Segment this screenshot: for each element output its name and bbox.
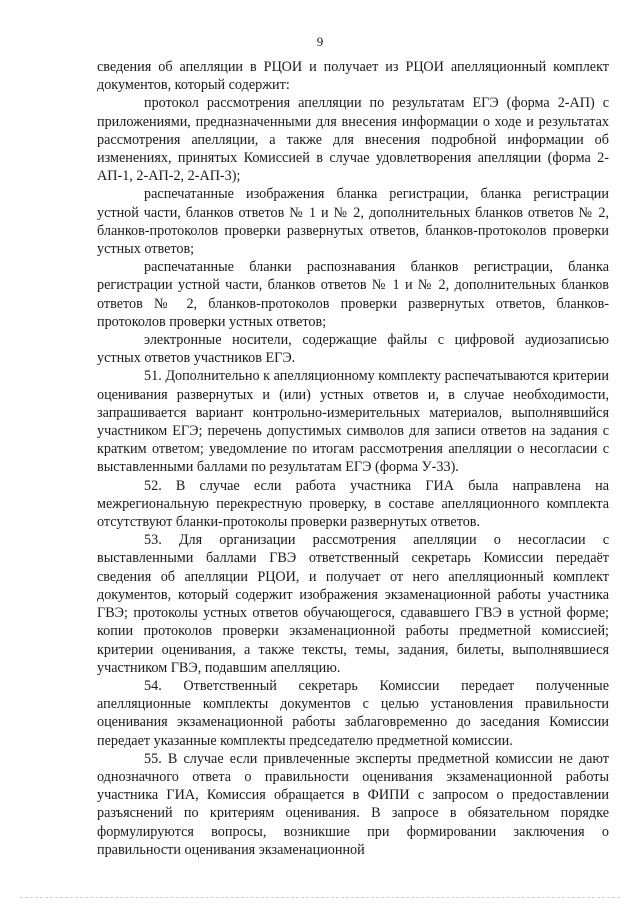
paragraph-52: 52. В случае если работа участника ГИА была направлена на межрегиональную перекрестную проверку, в составе апелляционного комплекта отсутствуют бланки-протоколы проверки развернутых ответов. xyxy=(97,477,609,531)
paragraph: распечатанные бланки распознавания бланков регистрации, бланка регистрации устной части, бланков ответов № 1 и № 2, дополнительных бланков ответов № 2, бланков-протоколов проверки развернутых ответов, бланков-протоколов проверки устных ответов; xyxy=(97,259,609,330)
page-number: 9 xyxy=(316,34,324,49)
paragraph-54: 54. Ответственный секретарь Комиссии передает полученные апелляционные комплекты документов с целью установления правильности оценивания экзаменационной работы заблаговременно до заседания Комиссии передает указанные комплекты председателю предметной комиссии. xyxy=(97,677,609,749)
paragraph: сведения об апелляции в РЦОИ и получает из РЦОИ апелляционный комплект документов, который содержит: xyxy=(97,59,609,94)
footer-divider xyxy=(20,897,620,899)
paragraph: протокол рассмотрения апелляции по результатам ЕГЭ (форма 2-АП) с приложениями, предназначенными для внесения информации о ходе и результатах рассмотрения апелляции, а также для внесения подробной информации об изменениях, принятых Комиссией в случае удовлетворения апелляции (форма 2-АП-1, 2-АП-2, 2-АП-3); xyxy=(97,95,609,185)
paragraph-51: 51. Дополнительно к апелляционному комплекту распечатываются критерии оценивания развернутых и (или) устных ответов и, в случае необходимости, запрашивается вариант контрольно-измерительных материалов, выполнявшийся участником ЕГЭ; перечень допустимых символов для записи ответов на задания с кратким ответом; уведомление по итогам рассмотрения апелляции о несогласии с выставленными баллами по результатам ЕГЭ (форма У-33). xyxy=(97,368,609,476)
document-body xyxy=(97,58,609,859)
paragraph-55: 55. В случае если привлеченные эксперты предметной комиссии не дают однозначного ответа о правильности оценивания экзаменационной работы участника ГИА, Комиссия обращается в ФИПИ с запросом о предоставлении разъяснений по критериям оценивания. В запросе в обязательном порядке формулируются вопросы, возникшие при формировании заключения о правильности оценивания экзаменационной xyxy=(97,750,609,858)
paragraph-53: 53. Для организации рассмотрения апелляции о несогласии с выставленными баллами ГВЭ ответственный секретарь Комиссии передаёт сведения об апелляции РЦОИ, и получает от него апелляционный комплект документов, который содержит изображения экзаменационной работы участника ГВЭ; протоколы устных ответов обучающегося, сдававшего ГВЭ в устной форме; копии протоколов проверки экзаменационной работы предметной комиссией; критерии оценивания, а также тексты, темы, задания, билеты, выполнявшиеся участником ГВЭ, подавшим апелляцию. xyxy=(97,532,609,676)
paragraph: электронные носители, содержащие файлы с цифровой аудиозаписью устных ответов участников ЕГЭ. xyxy=(97,332,609,367)
paragraph: распечатанные изображения бланка регистрации, бланка регистрации устной части, бланков ответов № 1 и № 2, дополнительных бланков ответов № 2, бланков-протоколов проверки развернутых ответов, бланков-протоколов проверки устных ответов; xyxy=(97,186,609,258)
